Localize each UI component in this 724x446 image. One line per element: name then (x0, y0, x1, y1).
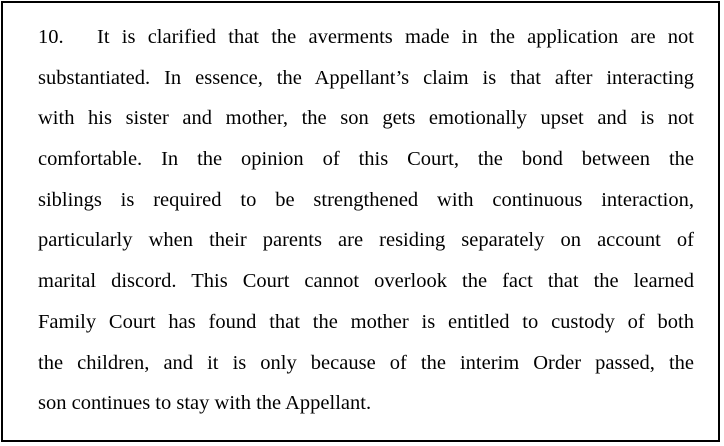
paragraph-line-5: siblings is required to be strengthened with continuous interaction, (38, 188, 694, 211)
paragraph-line-2: substantiated. In essence, the Appellant’s claim is that after interacting (38, 66, 694, 89)
paragraph-line-4: comfortable. In the opinion of this Court, the bond between the (38, 148, 694, 171)
document-border-box (1, 1, 720, 442)
paragraph-line-8: Family Court has found that the mother is entitled to custody of both (38, 310, 694, 333)
paragraph-line-9: the children, and it is only because of the interim Order passed, the (38, 351, 694, 374)
paragraph-line-10: son continues to stay with the Appellant. (38, 392, 372, 415)
paragraph-line-1 (38, 24, 694, 65)
paragraph-line-6: particularly when their parents are residing separately on account of (38, 229, 694, 252)
paragraph-number: 10. (38, 26, 64, 48)
paragraph-line-7: marital discord. This Court cannot overlook the fact that the learned (38, 270, 694, 293)
paragraph-line-3: with his sister and mother, the son gets emotionally upset and is not (38, 107, 694, 130)
paragraph-10 (38, 24, 694, 431)
paragraph-line-1-text: It is clarified that the averments made in the application are not (97, 26, 694, 48)
